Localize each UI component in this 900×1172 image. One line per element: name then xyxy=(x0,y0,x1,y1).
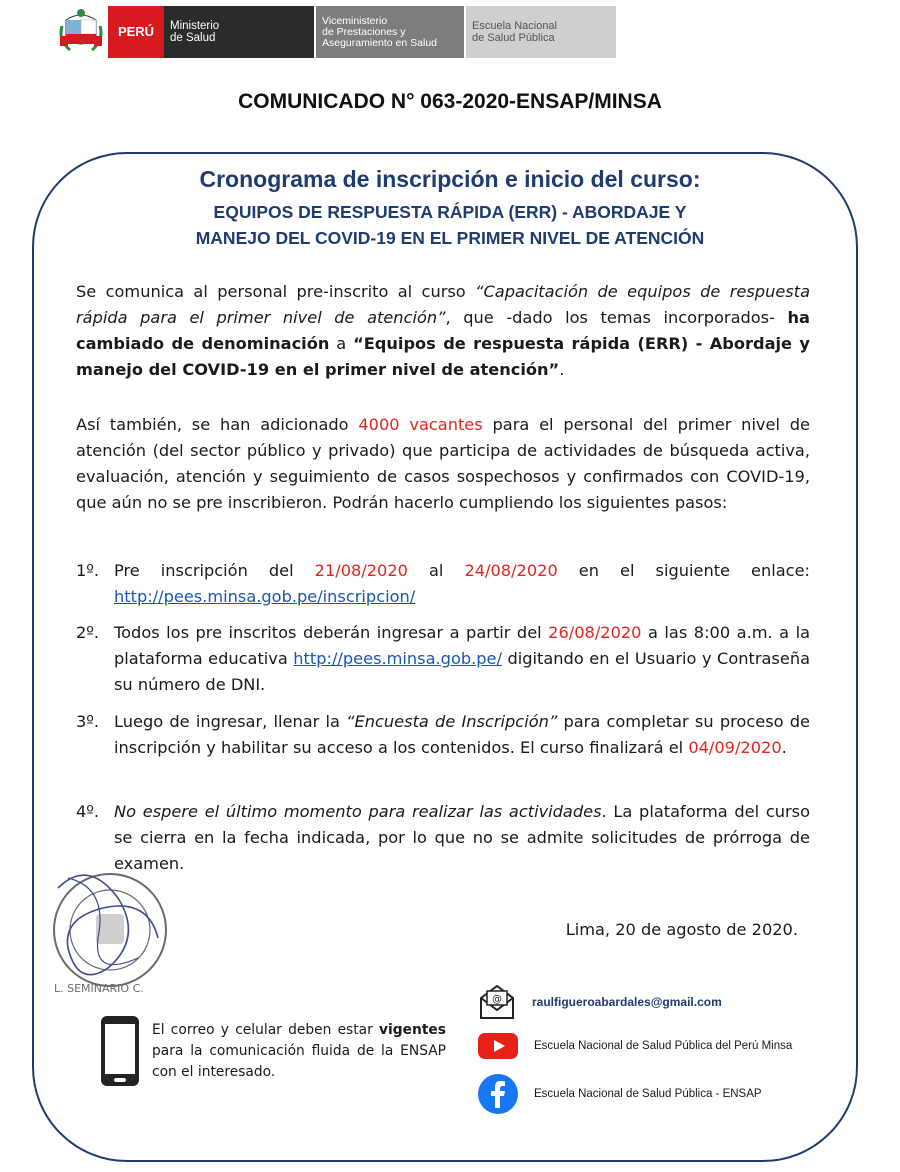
escuela-badge: Escuela Nacional de Salud Pública xyxy=(466,6,616,58)
youtube-channel[interactable]: Escuela Nacional de Salud Pública del Perú Minsa xyxy=(534,1040,793,1052)
contact-facebook xyxy=(478,1074,762,1114)
coat-of-arms-icon xyxy=(58,6,104,56)
platform-link[interactable]: http://pees.minsa.gob.pe/ xyxy=(293,649,502,668)
paragraph-1: Se comunica al personal pre-inscrito al curso “Capacitación de equipos de respuesta rápida para el primer nivel de atención”, que -dado los temas incorporados- ha cambiado de denominación a “Equipos de respuesta rápida (ERR) - Abordaje y manejo del COVID-19 en el primer nivel de atención”. xyxy=(76,282,810,379)
paragraph-2: Así también, se han adicionado 4000 vacantes para el personal del primer nivel de atención (del sector público y privado) que participa de actividades de búsqueda activa, evaluación, atención y seguimiento de casos sospechosos y confirmados con COVID-19, que aún no se pre inscribieron. Podrán hacerlo cumpliendo los siguientes pasos: xyxy=(76,415,811,512)
official-stamp xyxy=(48,858,178,998)
step-4: 4º. No espere el último momento para realizar las actividades. La plataforma del curso se cierra en la fecha indicada, por lo que no se admite solicitudes de prórroga de examen. xyxy=(76,802,810,873)
inscription-link[interactable]: http://pees.minsa.gob.pe/inscripcion/ xyxy=(114,587,416,606)
peru-badge: PERÚ xyxy=(108,6,164,58)
step-2: 2º. Todos los pre inscritos deberán ingresar a partir del 26/08/2020 a las 8:00 a.m. a la plataforma educativa http://pees.minsa.gob.pe/ digitando en el Usuario y Contraseña su número de DNI. xyxy=(76,623,810,694)
email-address[interactable]: raulfigueroabardales@gmail.com xyxy=(532,995,722,1009)
stamp-signature: L. SEMINARIO C. xyxy=(54,982,144,995)
subtitle-line1: Cronograma de inscripción e inicio del curso: xyxy=(199,166,701,192)
date-line: Lima, 20 de agosto de 2020. xyxy=(565,920,798,939)
phone-note: El correo y celular deben estar vigentes para la comunicación fluida de la ENSAP con el interesado. xyxy=(152,1022,446,1080)
facebook-icon xyxy=(478,1074,518,1114)
youtube-icon xyxy=(478,1030,518,1062)
phone-icon xyxy=(100,1015,140,1087)
email-icon xyxy=(478,983,516,1021)
step-1: 1º. Pre inscripción del 21/08/2020 al 24/08/2020 en el siguiente enlace: http://pees.minsa.gob.pe/inscripcion/ xyxy=(76,561,810,606)
svg-text:@: @ xyxy=(492,994,502,1005)
step-3: 3º. Luego de ingresar, llenar la “Encuesta de Inscripción” para completar su proceso de inscripción y habilitar su acceso a los contenidos. El curso finalizará el 04/09/2020. xyxy=(76,712,810,757)
contact-youtube xyxy=(478,1030,792,1062)
header-banner xyxy=(58,6,616,58)
subtitle-course: EQUIPOS DE RESPUESTA RÁPIDA (ERR) - ABORDAJE Y MANEJO DEL COVID-19 EN EL PRIMER NIVEL DE ATENCIÓN xyxy=(195,202,705,248)
ministerio-badge: Ministerio de Salud xyxy=(164,6,314,58)
document-title: COMUNICADO N° 063-2020-ENSAP/MINSA xyxy=(238,90,662,113)
viceministerio-badge: Viceministerio de Prestaciones y Aseguramiento en Salud xyxy=(316,6,464,58)
facebook-page[interactable]: Escuela Nacional de Salud Pública - ENSAP xyxy=(534,1088,762,1100)
contact-email xyxy=(478,983,722,1021)
